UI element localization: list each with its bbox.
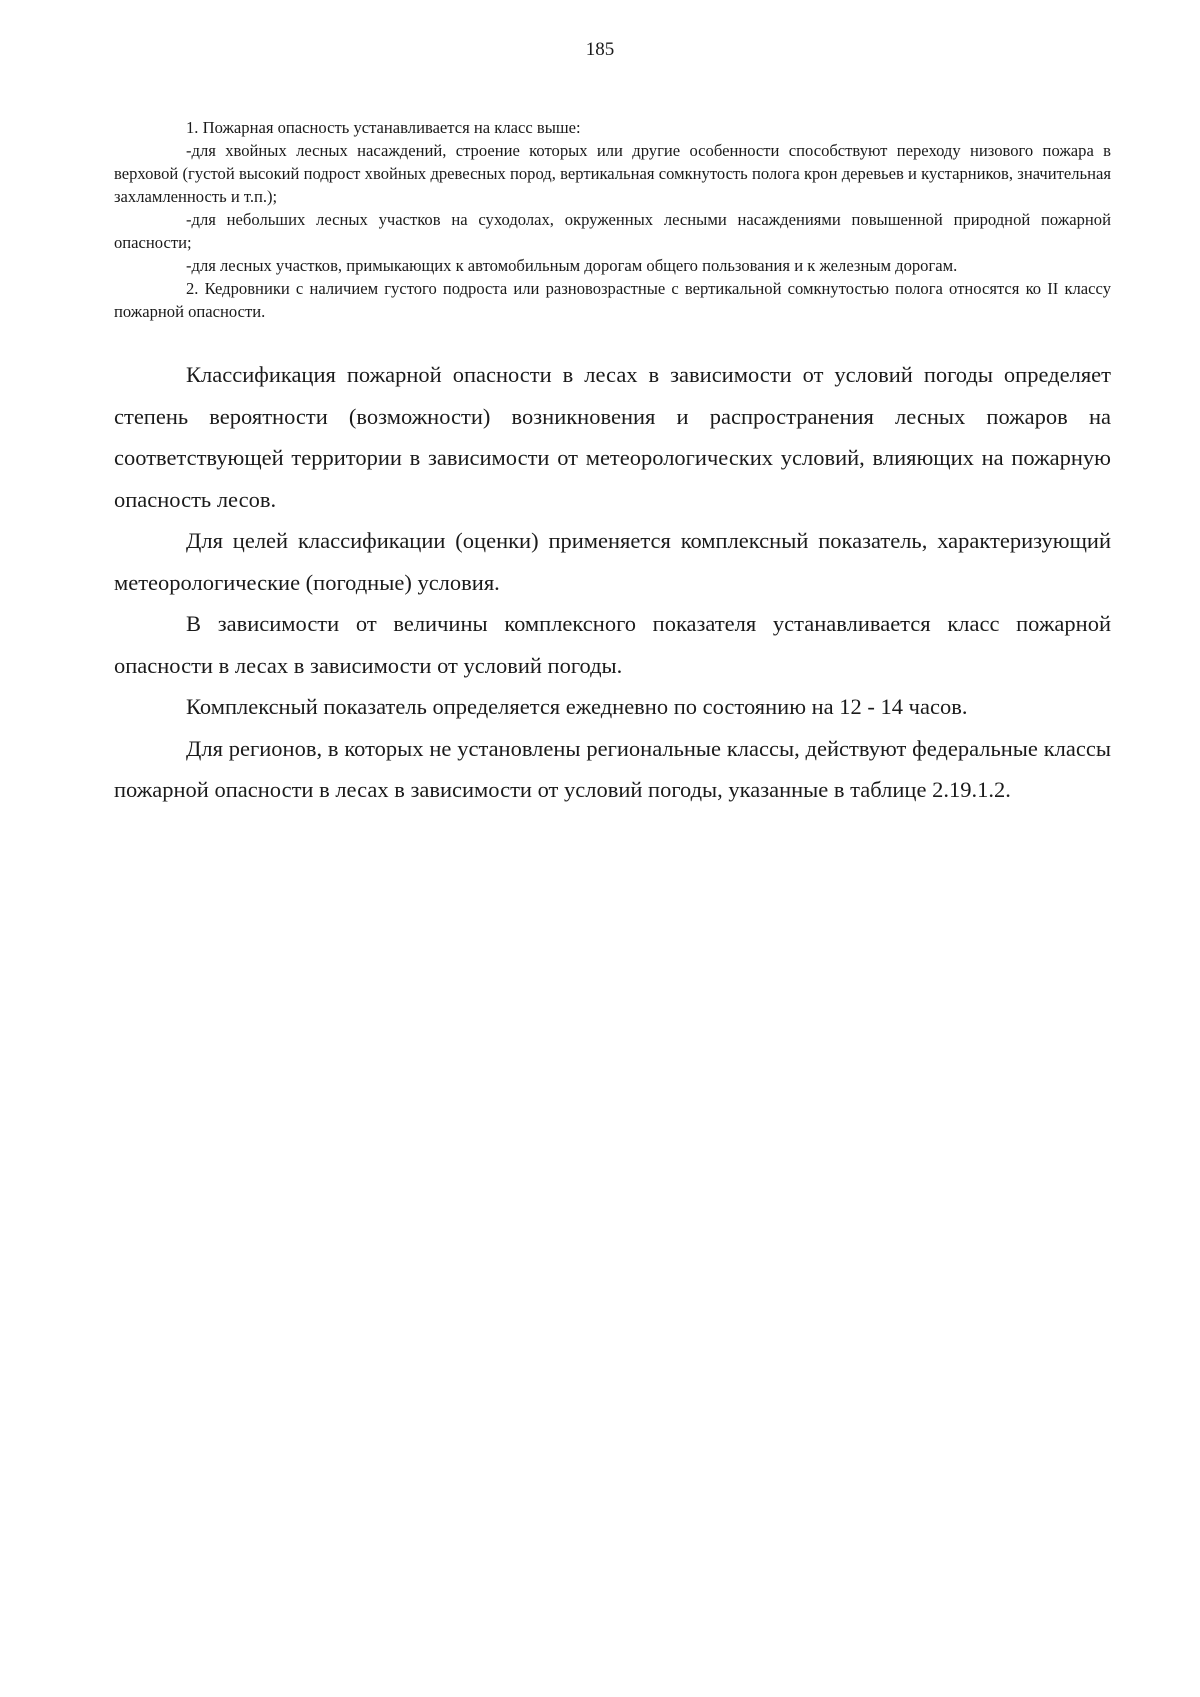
body-paragraph: Для регионов, в которых не установлены региональные классы, действуют федеральные классы пожарной опасности в лесах в зависимости от условий погоды, указанные в таблице 2.19.1.2. <box>114 735 1111 802</box>
note-item: 1. Пожарная опасность устанавливается на класс выше: <box>186 118 581 137</box>
page-number: 185 <box>585 39 615 60</box>
body-paragraph: Комплексный показатель определяется ежедневно по состоянию на 12 - 14 часов. <box>186 694 968 719</box>
note-item: 2. Кедровники с наличием густого подроста или разновозрастные с вертикальной сомкнутостью полога относятся ко II классу пожарной опасности. <box>114 279 1111 321</box>
body-paragraph: Классификация пожарной опасности в лесах в зависимости от условий погоды определяет степень вероятности (возможности) возникновения и распространения лесных пожаров на соответствующей территории в зависимости от метеорологических условий, влияющих на пожарную опасность лесов. <box>114 362 1111 512</box>
body-paragraph: В зависимости от величины комплексного показателя устанавливается класс пожарной опасности в лесах в зависимости от условий погоды. <box>114 611 1111 678</box>
body-text <box>114 354 1111 811</box>
body-paragraph: Для целей классификации (оценки) применяется комплексный показатель, характеризующий метеорологические (погодные) условия. <box>114 528 1111 595</box>
table-notes <box>114 116 1111 323</box>
note-item: -для лесных участков, примыкающих к автомобильным дорогам общего пользования и к железным дорогам. <box>186 256 958 275</box>
note-item: -для хвойных лесных насаждений, строение которых или другие особенности способствуют переходу низового пожара в верховой (густой высокий подрост хвойных древесных пород, вертикальная сомкнутость полога крон деревьев и кустарников, значительная захламленность и т.п.); <box>114 141 1111 206</box>
note-item: -для небольших лесных участков на суходолах, окруженных лесными насаждениями повышенной природной пожарной опасности; <box>114 210 1111 252</box>
